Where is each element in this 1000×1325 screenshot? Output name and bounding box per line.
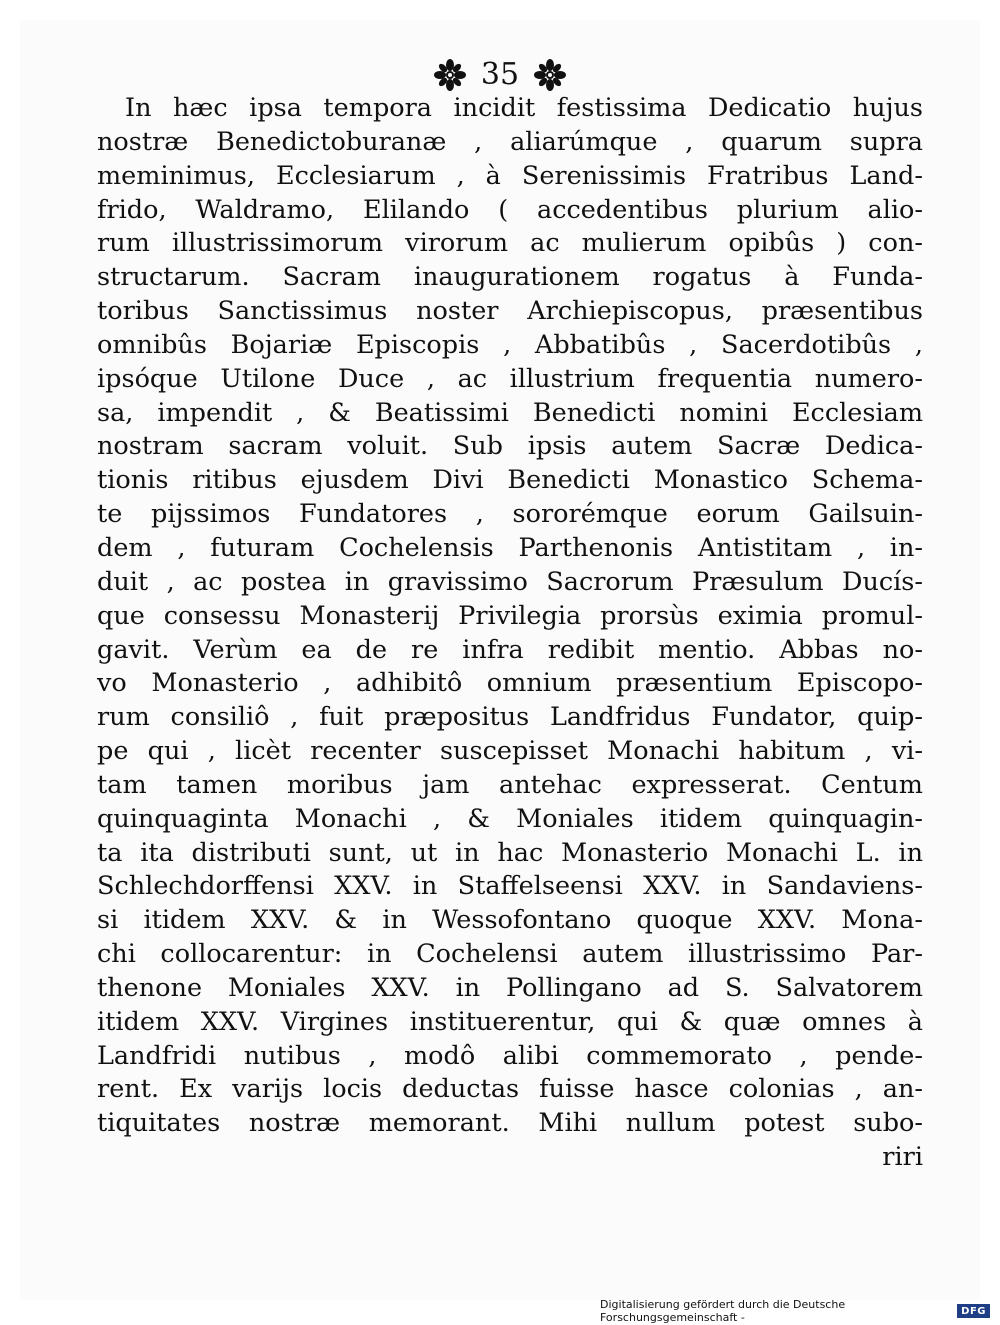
flower-ornament-icon bbox=[433, 58, 467, 92]
flower-ornament-icon bbox=[533, 58, 567, 92]
text-line: sa, impendit , & Beatissimi Benedicti nomini Ecclesiam bbox=[97, 397, 923, 428]
text-line: toribus Sanctissimus noster Archiepiscopus, præsentibus bbox=[97, 296, 923, 327]
text-line: duit , ac postea in gravissimo Sacrorum Præsulum Ducís- bbox=[97, 566, 923, 597]
text-line: nostram sacram voluit. Sub ipsis autem Sacræ Dedica- bbox=[97, 431, 923, 462]
text-line: chi collocarentur: in Cochelensi autem illustrissimo Par- bbox=[97, 939, 923, 970]
text-line: pe qui , licèt recenter suscepisset Monachi habitum , vi- bbox=[97, 736, 923, 767]
text-line: structarum. Sacram inaugurationem rogatus à Funda- bbox=[97, 262, 923, 293]
text-line: Schlechdorffensi XXV. in Staffelseensi XXV. in Sandaviens- bbox=[97, 871, 923, 902]
text-line: tam tamen moribus jam antehac expresserat. Centum bbox=[97, 769, 923, 800]
text-line: si itidem XXV. & in Wessofontano quoque XXV. Mona- bbox=[97, 905, 923, 936]
text-line: que consessu Monasterij Privilegia prorsùs eximia promul- bbox=[97, 600, 923, 631]
body-text bbox=[97, 92, 923, 1175]
text-line: omnibûs Bojariæ Episcopis , Abbatibûs , Sacerdotibûs , bbox=[97, 329, 923, 360]
text-line: vo Monasterio , adhibitô omnium præsentium Episcopo- bbox=[97, 668, 923, 699]
text-line: nostræ Benedictoburanæ , aliarúmque , quarum supra bbox=[97, 126, 923, 157]
text-line: ipsóque Utilone Duce , ac illustrium frequentia numero- bbox=[97, 363, 923, 394]
text-line: te pijssimos Fundatores , sororémque eorum Gailsuin- bbox=[97, 499, 923, 530]
text-line: itidem XXV. Virgines instituerentur, qui & quæ omnes à bbox=[97, 1006, 923, 1037]
digitization-footer bbox=[600, 1298, 990, 1324]
text-line: In hæc ipsa tempora incidit festissima Dedicatio hujus bbox=[125, 93, 923, 123]
text-line: rent. Ex varijs locis deductas fuisse hasce colonias , an- bbox=[97, 1074, 923, 1105]
text-line: ta ita distributi sunt, ut in hac Monasterio Monachi L. in bbox=[97, 837, 923, 868]
text-line: rum illustrissimorum virorum ac mulierum opibûs ) con- bbox=[97, 228, 923, 259]
catchword: riri bbox=[882, 1142, 923, 1173]
text-line: frido, Waldramo, Elilando ( accedentibus plurium alio- bbox=[97, 194, 923, 225]
text-line: meminimus, Ecclesiarum , à Serenissimis Fratribus Land- bbox=[97, 160, 923, 191]
text-line: gavit. Verùm ea de re infra redibit mentio. Abbas no- bbox=[97, 634, 923, 665]
text-line: dem , futuram Cochelensis Parthenonis Antistitam , in- bbox=[97, 532, 923, 563]
text-line: Landfridi nutibus , modô alibi commemorato , pende- bbox=[97, 1040, 923, 1071]
text-line: tiquitates nostræ memorant. Mihi nullum potest subo- bbox=[97, 1108, 923, 1139]
text-line: tionis ritibus ejusdem Divi Benedicti Monastico Schema- bbox=[97, 465, 923, 496]
text-line: thenone Moniales XXV. in Pollingano ad S. Salvatorem bbox=[97, 972, 923, 1003]
footer-credit: Digitalisierung gefördert durch die Deutsche Forschungsgemeinschaft - bbox=[600, 1298, 846, 1324]
dfg-logo: DFG bbox=[957, 1304, 990, 1318]
text-line: quinquaginta Monachi , & Moniales itidem quinquagin- bbox=[97, 803, 923, 834]
page-number: 35 bbox=[480, 57, 520, 92]
text-line: rum consiliô , fuit præpositus Landfridus Fundator, quip- bbox=[97, 702, 923, 733]
